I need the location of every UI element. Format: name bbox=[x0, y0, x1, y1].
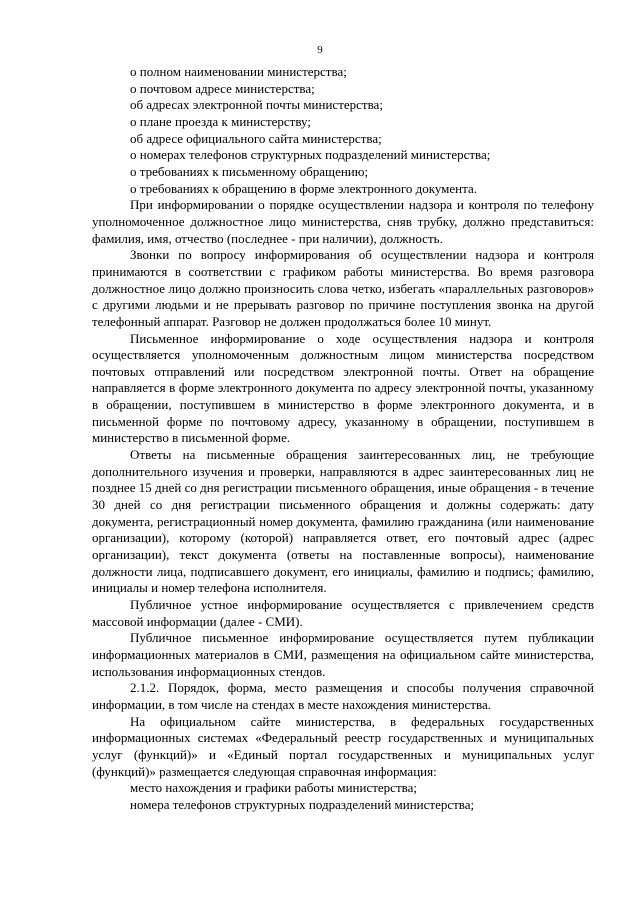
paragraph-written-informing: Письменное информирование о ходе осуществления надзора и контроля осуществляется уполномоченным должностным лицом министерства посредством почтовых отправлений или посредством электронной почты. Ответ на обращение направляется в форме электронного документа по адресу электронной почты, указанному в обращении, поступившем в министерство в форме электронного документа, и в письменной форме по почтовому адресу, указанному в обращении, поступившем в министерство в письменной форме. bbox=[92, 330, 594, 446]
list-item: номера телефонов структурных подразделений министерства; bbox=[130, 796, 475, 812]
document-body bbox=[92, 64, 594, 814]
paragraph-calls: Звонки по вопросу информирования об осуществлении надзора и контроля принимаются в соответствии с графиком работы министерства. Во время разговора должностное лицо должно произносить слова четко, избегать «параллельных разговоров» с другими людьми и не прерывать разговор по причине поступления звонка на другой телефонный аппарат. Разговор не должен продолжаться более 10 минут. bbox=[92, 247, 594, 329]
section-heading-2-1-2: 2.1.2. Порядок, форма, место размещения и способы получения справочной информации, в том числе на стендах в месте нахождения министерства. bbox=[92, 680, 594, 712]
list-item: о требованиях к письменному обращению; bbox=[130, 163, 369, 179]
paragraph-phone-informing: При информировании о порядке осуществлении надзора и контроля по телефону уполномоченное должностное лицо министерства, сняв трубку, должно представиться: фамилия, имя, отчество (последнее - при наличии), должность. bbox=[92, 197, 594, 246]
list-item: о номерах телефонов структурных подразделений министерства; bbox=[130, 147, 491, 163]
paragraph-public-oral: Публичное устное информирование осуществляется с привлечением средств массовой информации (далее - СМИ). bbox=[92, 597, 594, 629]
list-item: об адресах электронной почты министерства; bbox=[130, 97, 383, 113]
paragraph-written-answers: Ответы на письменные обращения заинтересованных лиц, не требующие дополнительного изучения и проверки, направляются в адрес заинтересованных лиц не позднее 15 дней со дня регистрации письменного обращения, иные обращения - в течение 30 дней со дня регистрации письменного обращения и должны содержать: дату документа, регистрационный номер документа, фамилию гражданина (или наименование организации), которому (которой) направляется ответ, его почтовый адрес (адрес организации), текст документа (ответы на поставленные вопросы), наименование должности лица, подписавшего документ, его инициалы, фамилию и подпись; фамилию, инициалы и номер телефона исполнителя. bbox=[92, 447, 594, 596]
list-item: об адресе официального сайта министерства; bbox=[130, 130, 382, 146]
list-item: о плане проезда к министерству; bbox=[130, 113, 311, 129]
page-number: 9 bbox=[317, 44, 323, 56]
list-item: место нахождения и графики работы министерства; bbox=[130, 780, 417, 796]
list-item: о почтовом адресе министерства; bbox=[130, 80, 315, 96]
list-item: о требованиях к обращению в форме электронного документа. bbox=[130, 180, 477, 196]
list-item: о полном наименовании министерства; bbox=[130, 64, 347, 79]
paragraph-public-written: Публичное письменное информирование осуществляется путем публикации информационных материалов в СМИ, размещения на официальном сайте министерства, использования информационных стендов. bbox=[92, 630, 594, 679]
paragraph-official-site: На официальном сайте министерства, в федеральных государственных информационных системах «Федеральный реестр государственных и муниципальных услуг (функций)» и «Единый портал государственных и муниципальных услуг (функций)» размещается следующая справочная информация: bbox=[92, 713, 594, 779]
